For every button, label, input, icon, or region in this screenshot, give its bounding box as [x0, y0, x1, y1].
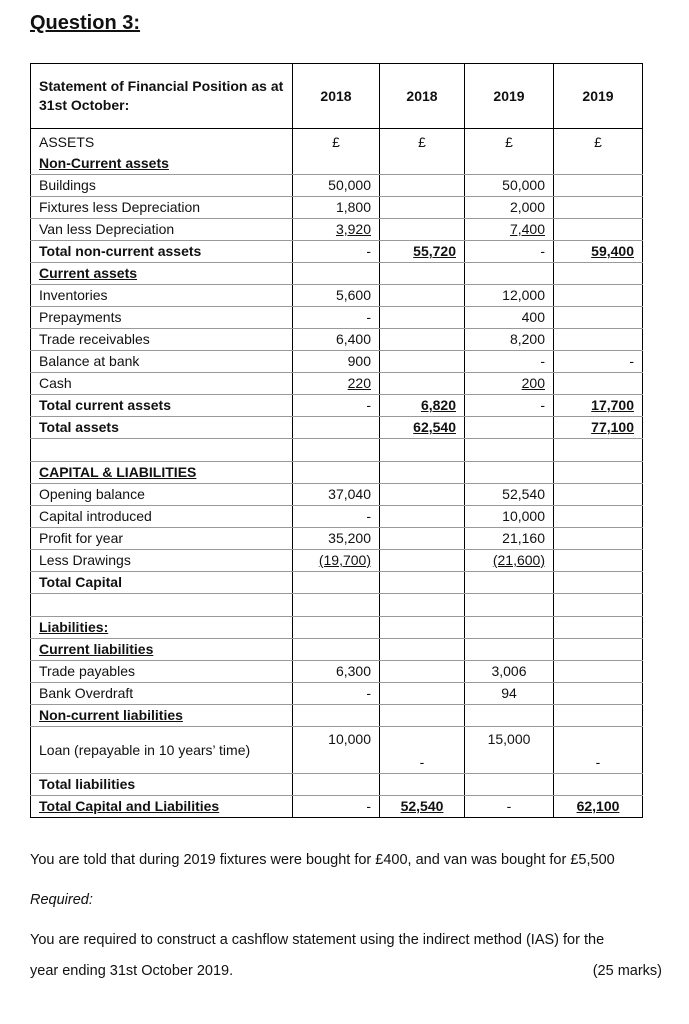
row-label: ASSETS [31, 129, 293, 154]
row-label: Capital introduced [31, 506, 293, 528]
cell-value: - [293, 796, 380, 818]
info-text: You are told that during 2019 fixtures were bought for £400, and van was bought for £5,500 [30, 852, 615, 868]
row-label: Total non-current assets [31, 241, 293, 263]
cell-value: 62,540 [380, 417, 465, 439]
question-title: Question 3: [30, 12, 141, 34]
row-label: Liabilities: [31, 617, 293, 639]
financial-position-table [30, 63, 643, 818]
cell-value: 52,540 [465, 484, 554, 506]
table-row [31, 351, 643, 373]
cell-value: 400 [465, 307, 554, 329]
year-header: 2019 [465, 64, 554, 129]
instruction-line-1: You are required to construct a cashflow statement using the indirect method (IAS) for the [30, 932, 605, 948]
cell-value: 52,540 [380, 796, 465, 818]
row-label: Current liabilities [31, 639, 293, 661]
row-label: Non-current liabilities [31, 705, 293, 727]
cell-value: - [293, 241, 380, 263]
cell-value: 77,100 [554, 417, 643, 439]
table-row [31, 528, 643, 550]
cell-value: - [380, 727, 465, 774]
year-header: 2018 [293, 64, 380, 129]
cell-value: 2,000 [465, 197, 554, 219]
cell-value: 220 [293, 373, 380, 395]
table-row [31, 661, 643, 683]
currency-cell: £ [554, 129, 643, 154]
table-row [31, 175, 643, 197]
cell-value: 6,400 [293, 329, 380, 351]
table-row [31, 683, 643, 705]
table-row [31, 329, 643, 351]
year-header: 2018 [380, 64, 465, 129]
row-label: Bank Overdraft [31, 683, 293, 705]
required-label: Required: [30, 892, 93, 908]
marks-label: (25 marks) [592, 963, 662, 979]
cell-value: 1,800 [293, 197, 380, 219]
table-row [31, 572, 643, 594]
cell-value: 12,000 [465, 285, 554, 307]
row-label: Opening balance [31, 484, 293, 506]
cell-value: - [554, 351, 643, 373]
table-row [31, 705, 643, 727]
cell-value: - [465, 241, 554, 263]
table-row [31, 506, 643, 528]
cell-value: 17,700 [554, 395, 643, 417]
cell-value: 6,300 [293, 661, 380, 683]
spacer-row [31, 439, 643, 462]
table-row [31, 796, 643, 818]
cell-value: 55,720 [380, 241, 465, 263]
table-row [31, 617, 643, 639]
table-row [31, 285, 643, 307]
cell-value: 94 [465, 683, 554, 705]
table-row [31, 197, 643, 219]
table-row [31, 774, 643, 796]
row-label: Cash [31, 373, 293, 395]
currency-row [31, 129, 643, 154]
cell-value: 10,000 [293, 727, 380, 774]
cell-value: 5,600 [293, 285, 380, 307]
instruction-line-2: year ending 31st October 2019. [30, 963, 234, 979]
table-row [31, 241, 643, 263]
row-label: Total liabilities [31, 774, 293, 796]
row-label: Loan (repayable in 10 years’ time) [31, 727, 293, 774]
table-row [31, 550, 643, 572]
cell-value: 3,006 [465, 661, 554, 683]
cell-value: 7,400 [465, 219, 554, 241]
table-row [31, 153, 643, 175]
row-label: Buildings [31, 175, 293, 197]
cell-value: 62,100 [554, 796, 643, 818]
table-row [31, 307, 643, 329]
cell-value: 900 [293, 351, 380, 373]
row-label: Balance at bank [31, 351, 293, 373]
row-label: Inventories [31, 285, 293, 307]
cell-value: - [465, 395, 554, 417]
table-header-row [31, 64, 643, 129]
cell-value: 21,160 [465, 528, 554, 550]
cell-value: 50,000 [465, 175, 554, 197]
cell-value: 59,400 [554, 241, 643, 263]
cell-value: (19,700) [293, 550, 380, 572]
table-row [31, 462, 643, 484]
table-header-label: Statement of Financial Position as at 31st October: [31, 64, 293, 129]
cell-value: 200 [465, 373, 554, 395]
row-label: CAPITAL & LIABILITIES [31, 462, 293, 484]
table-row [31, 727, 643, 774]
cell-value: 15,000 [465, 727, 554, 774]
table-row [31, 484, 643, 506]
currency-cell: £ [293, 129, 380, 154]
cell-value: 35,200 [293, 528, 380, 550]
cell-value: 8,200 [465, 329, 554, 351]
table-row [31, 417, 643, 439]
row-label: Fixtures less Depreciation [31, 197, 293, 219]
cell-value: - [293, 506, 380, 528]
cell-value: 50,000 [293, 175, 380, 197]
cell-value: - [465, 796, 554, 818]
row-label: Total assets [31, 417, 293, 439]
table-row [31, 639, 643, 661]
row-label: Trade receivables [31, 329, 293, 351]
table-row [31, 373, 643, 395]
row-label: Prepayments [31, 307, 293, 329]
year-header: 2019 [554, 64, 643, 129]
cell-value: - [554, 727, 643, 774]
cell-value: 10,000 [465, 506, 554, 528]
row-label: Total Capital and Liabilities [31, 796, 293, 818]
row-label: Trade payables [31, 661, 293, 683]
cell-value: - [293, 683, 380, 705]
row-label: Total Capital [31, 572, 293, 594]
row-label: Current assets [31, 263, 293, 285]
table-row [31, 263, 643, 285]
currency-cell: £ [465, 129, 554, 154]
cell-value: 6,820 [380, 395, 465, 417]
table-row [31, 395, 643, 417]
row-label: Van less Depreciation [31, 219, 293, 241]
cell-value: - [293, 395, 380, 417]
cell-value: - [293, 307, 380, 329]
cell-value: 37,040 [293, 484, 380, 506]
cell-value: (21,600) [465, 550, 554, 572]
cell-value: - [465, 351, 554, 373]
cell-value: 3,920 [293, 219, 380, 241]
row-label: Less Drawings [31, 550, 293, 572]
currency-cell: £ [380, 129, 465, 154]
table-row [31, 219, 643, 241]
spacer-row [31, 594, 643, 617]
row-label: Total current assets [31, 395, 293, 417]
row-label: Non-Current assets [31, 153, 293, 175]
row-label: Profit for year [31, 528, 293, 550]
